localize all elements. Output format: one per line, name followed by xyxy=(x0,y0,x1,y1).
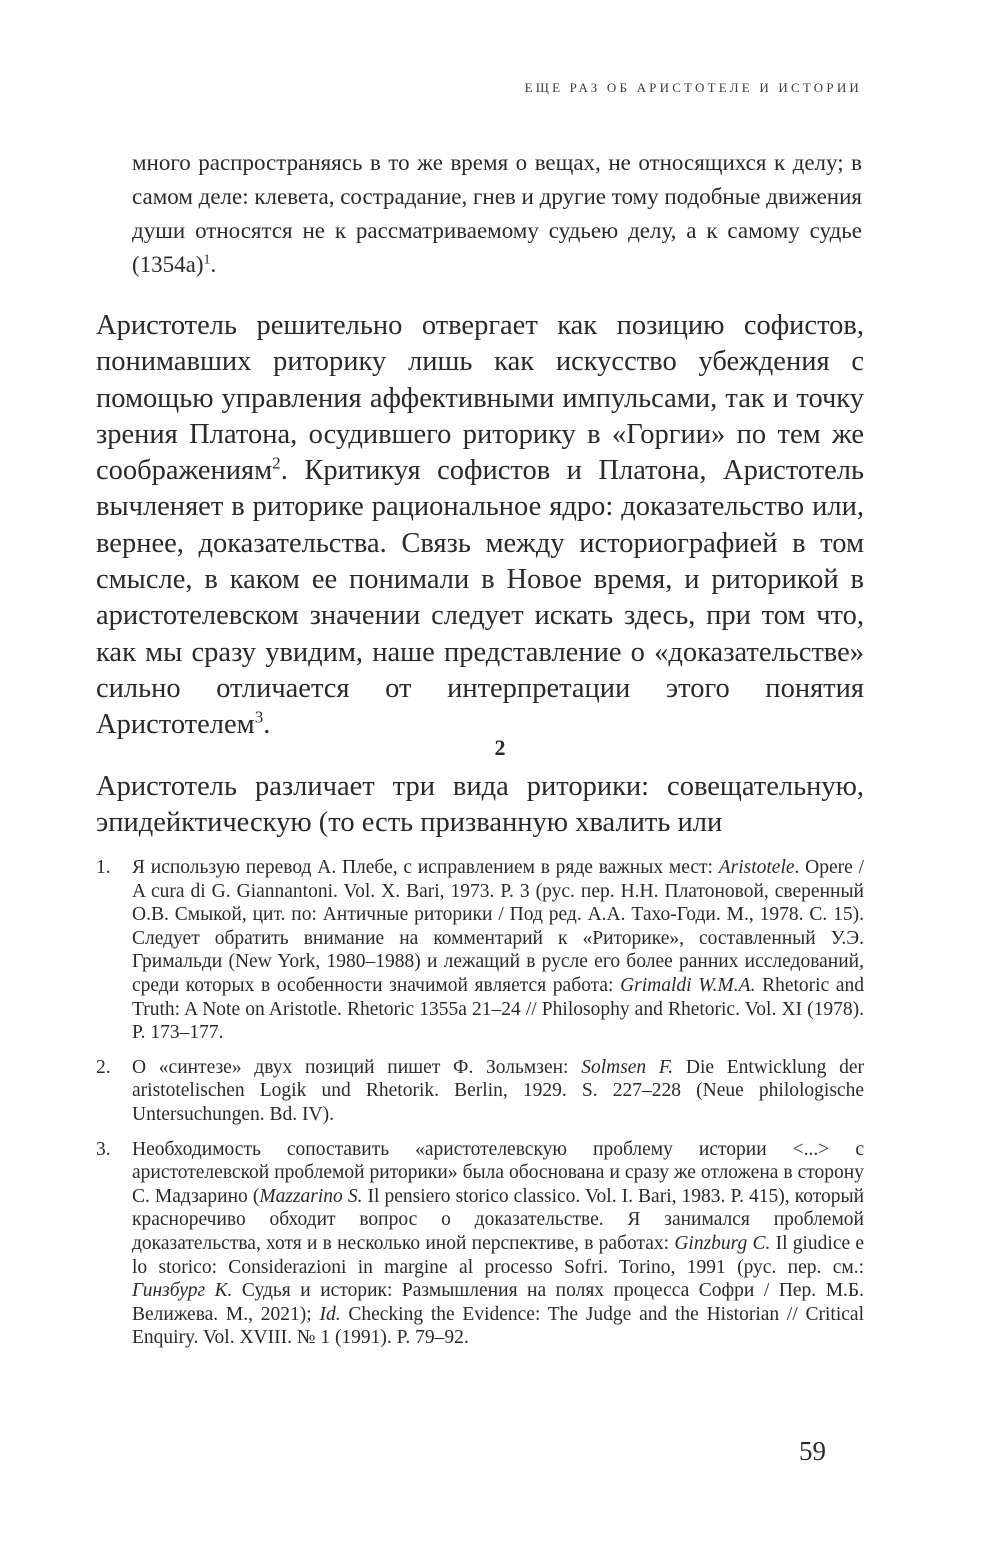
paragraph-part-1: Аристотель решительно отвергает как позицию софистов, понимавших риторику лишь как искусство убеждения с помощью управления аффективными импульсами, так и точку зрения Платона, осудившего риторику в «Горгии» по тем же соображениям xyxy=(96,310,864,487)
quote-text: много распространяясь в то же время о вещах, не относящихся к делу; в самом деле: клевета, сострадание, гнев и другие тому подобные движения души относятся не к рассматриваемому судьею делу, а к самому судье (1354a) xyxy=(132,150,862,277)
footnote-segment: Il pensiero storico classico. Vol. I. Bari, 1983. P. 415), который красноречиво обходит вопрос о доказательстве. Я занимался проблемой доказательства, хотя и в несколько иной перспективе, в работах: xyxy=(132,1185,865,1254)
block-quote: много распространяясь в то же время о вещах, не относящихся к делу; в самом деле: клевета, сострадание, гнев и другие тому подобные движения души относятся не к рассматриваемому судьею делу, а к самому судье $(1354a)^1$. xyxy=(132,150,862,277)
footnote-text xyxy=(132,856,864,1045)
footnote-italic: Ginzburg C. xyxy=(674,1232,771,1254)
footnote-segment: Die Entwicklung der aristotelischen Logik und Rhetorik. Berlin, 1929. S. 227–228 (Neue philologische Untersuchungen. Bd. IV). xyxy=(132,1056,864,1125)
footnote-segment: О «синтезе» двух позиций пишет Ф. Зольмзен: xyxy=(132,1056,582,1078)
body-paragraph xyxy=(96,308,864,744)
footnote-italic: Гинзбург К. xyxy=(132,1280,233,1302)
footnote-3 xyxy=(96,1138,864,1350)
footnote-italic: Solmsen F. xyxy=(581,1056,674,1078)
footnote-italic: Id. xyxy=(319,1303,341,1325)
footnote-ref-3[interactable]: 3 xyxy=(254,707,264,727)
footnote-1 xyxy=(96,856,864,1045)
footnote-segment: Checking the Evidence: The Judge and the Historian // Critical Enquiry. Vol. XVIII. № 1 (1991). P. 79–92. xyxy=(132,1303,864,1349)
footnote-text xyxy=(132,1056,864,1127)
footnote-italic: Mazzarino S. xyxy=(259,1185,363,1207)
footnote-segment: . Opere / A cura di G. Giannantoni. Vol. X. Bari, 1973. P. 3 (рус. пер. Н.Н. Платоновой, сверенный О.В. Смыкой, цит. по: Античные риторики / Под ред. А.А. Тахо-Годи. М., 1978. С. 15). Следует обратить внимание на комментарий к «Риторике», составленный У.Э. Гримальди (New York, 1980–1988) и лежащий в русле его более ранних исследований, среди которых в особенности значимой является работа: xyxy=(132,857,864,996)
footnote-number: 3. xyxy=(96,1138,111,1160)
paragraph-part-2: . Критикуя софистов и Платона, Аристотель вычленяет в риторике рациональное ядро: доказательство или, вернее, доказательства. Связь между историографией в том смысле, в каком ее понимали в Новое время, и риторикой в аристотелевском значении следует искать здесь, при том что, как мы сразу увидим, наше представление о «доказательстве» сильно отличается от интерпретации этого понятия Аристотелем xyxy=(96,455,864,741)
page-number: 59 xyxy=(799,1436,826,1466)
footnote-italic: Grimaldi W.M.A. xyxy=(620,974,756,996)
footnote-segment: Судья и историк: Размышления на полях процесса Софри / Пер. М.Б. Велижева. М., 2021); xyxy=(132,1280,864,1325)
footnote-number: 2. xyxy=(96,1056,111,1078)
running-head: ЕЩЕ РАЗ ОБ АРИСТОТЕЛЕ И ИСТОРИИ xyxy=(524,80,862,95)
footnote-segment: Я использую перевод А. Плебе, с исправлением в ряде важных мест: xyxy=(132,857,719,878)
section-paragraph: Аристотель различает три вида риторики: совещательную, эпидейктическую (то есть призванную хвалить или xyxy=(96,771,864,839)
footnote-segment: Il giudice e lo storico: Considerazioni in margine al processo Sofri. Torino, 1991 (рус. пер. см.: xyxy=(132,1232,865,1278)
footnote-italic: Aristotele xyxy=(718,857,795,878)
footnote-text xyxy=(132,1138,864,1350)
footnote-ref-1[interactable]: 1 xyxy=(203,251,211,267)
footnote-segment: Rhetoric and Truth: A Note on Aristotle. Rhetoric 1355a 21–24 // Philosophy and Rhetoric. Vol. XI (1978). P. 173–177. xyxy=(132,974,864,1044)
paragraph-end: . xyxy=(263,709,271,741)
footnote-2 xyxy=(96,1056,864,1127)
footnotes xyxy=(96,856,864,1361)
footnote-number: 1. xyxy=(96,857,111,878)
footnote-segment: Необходимость сопоставить «аристотелевскую проблему истории <...> с аристотелевской проблемой риторики» была обоснована и сразу же отложена в сторону С. Мадзарино ( xyxy=(132,1138,864,1207)
section-number: 2 xyxy=(494,735,506,760)
footnote-ref-2[interactable]: 2 xyxy=(272,453,281,473)
